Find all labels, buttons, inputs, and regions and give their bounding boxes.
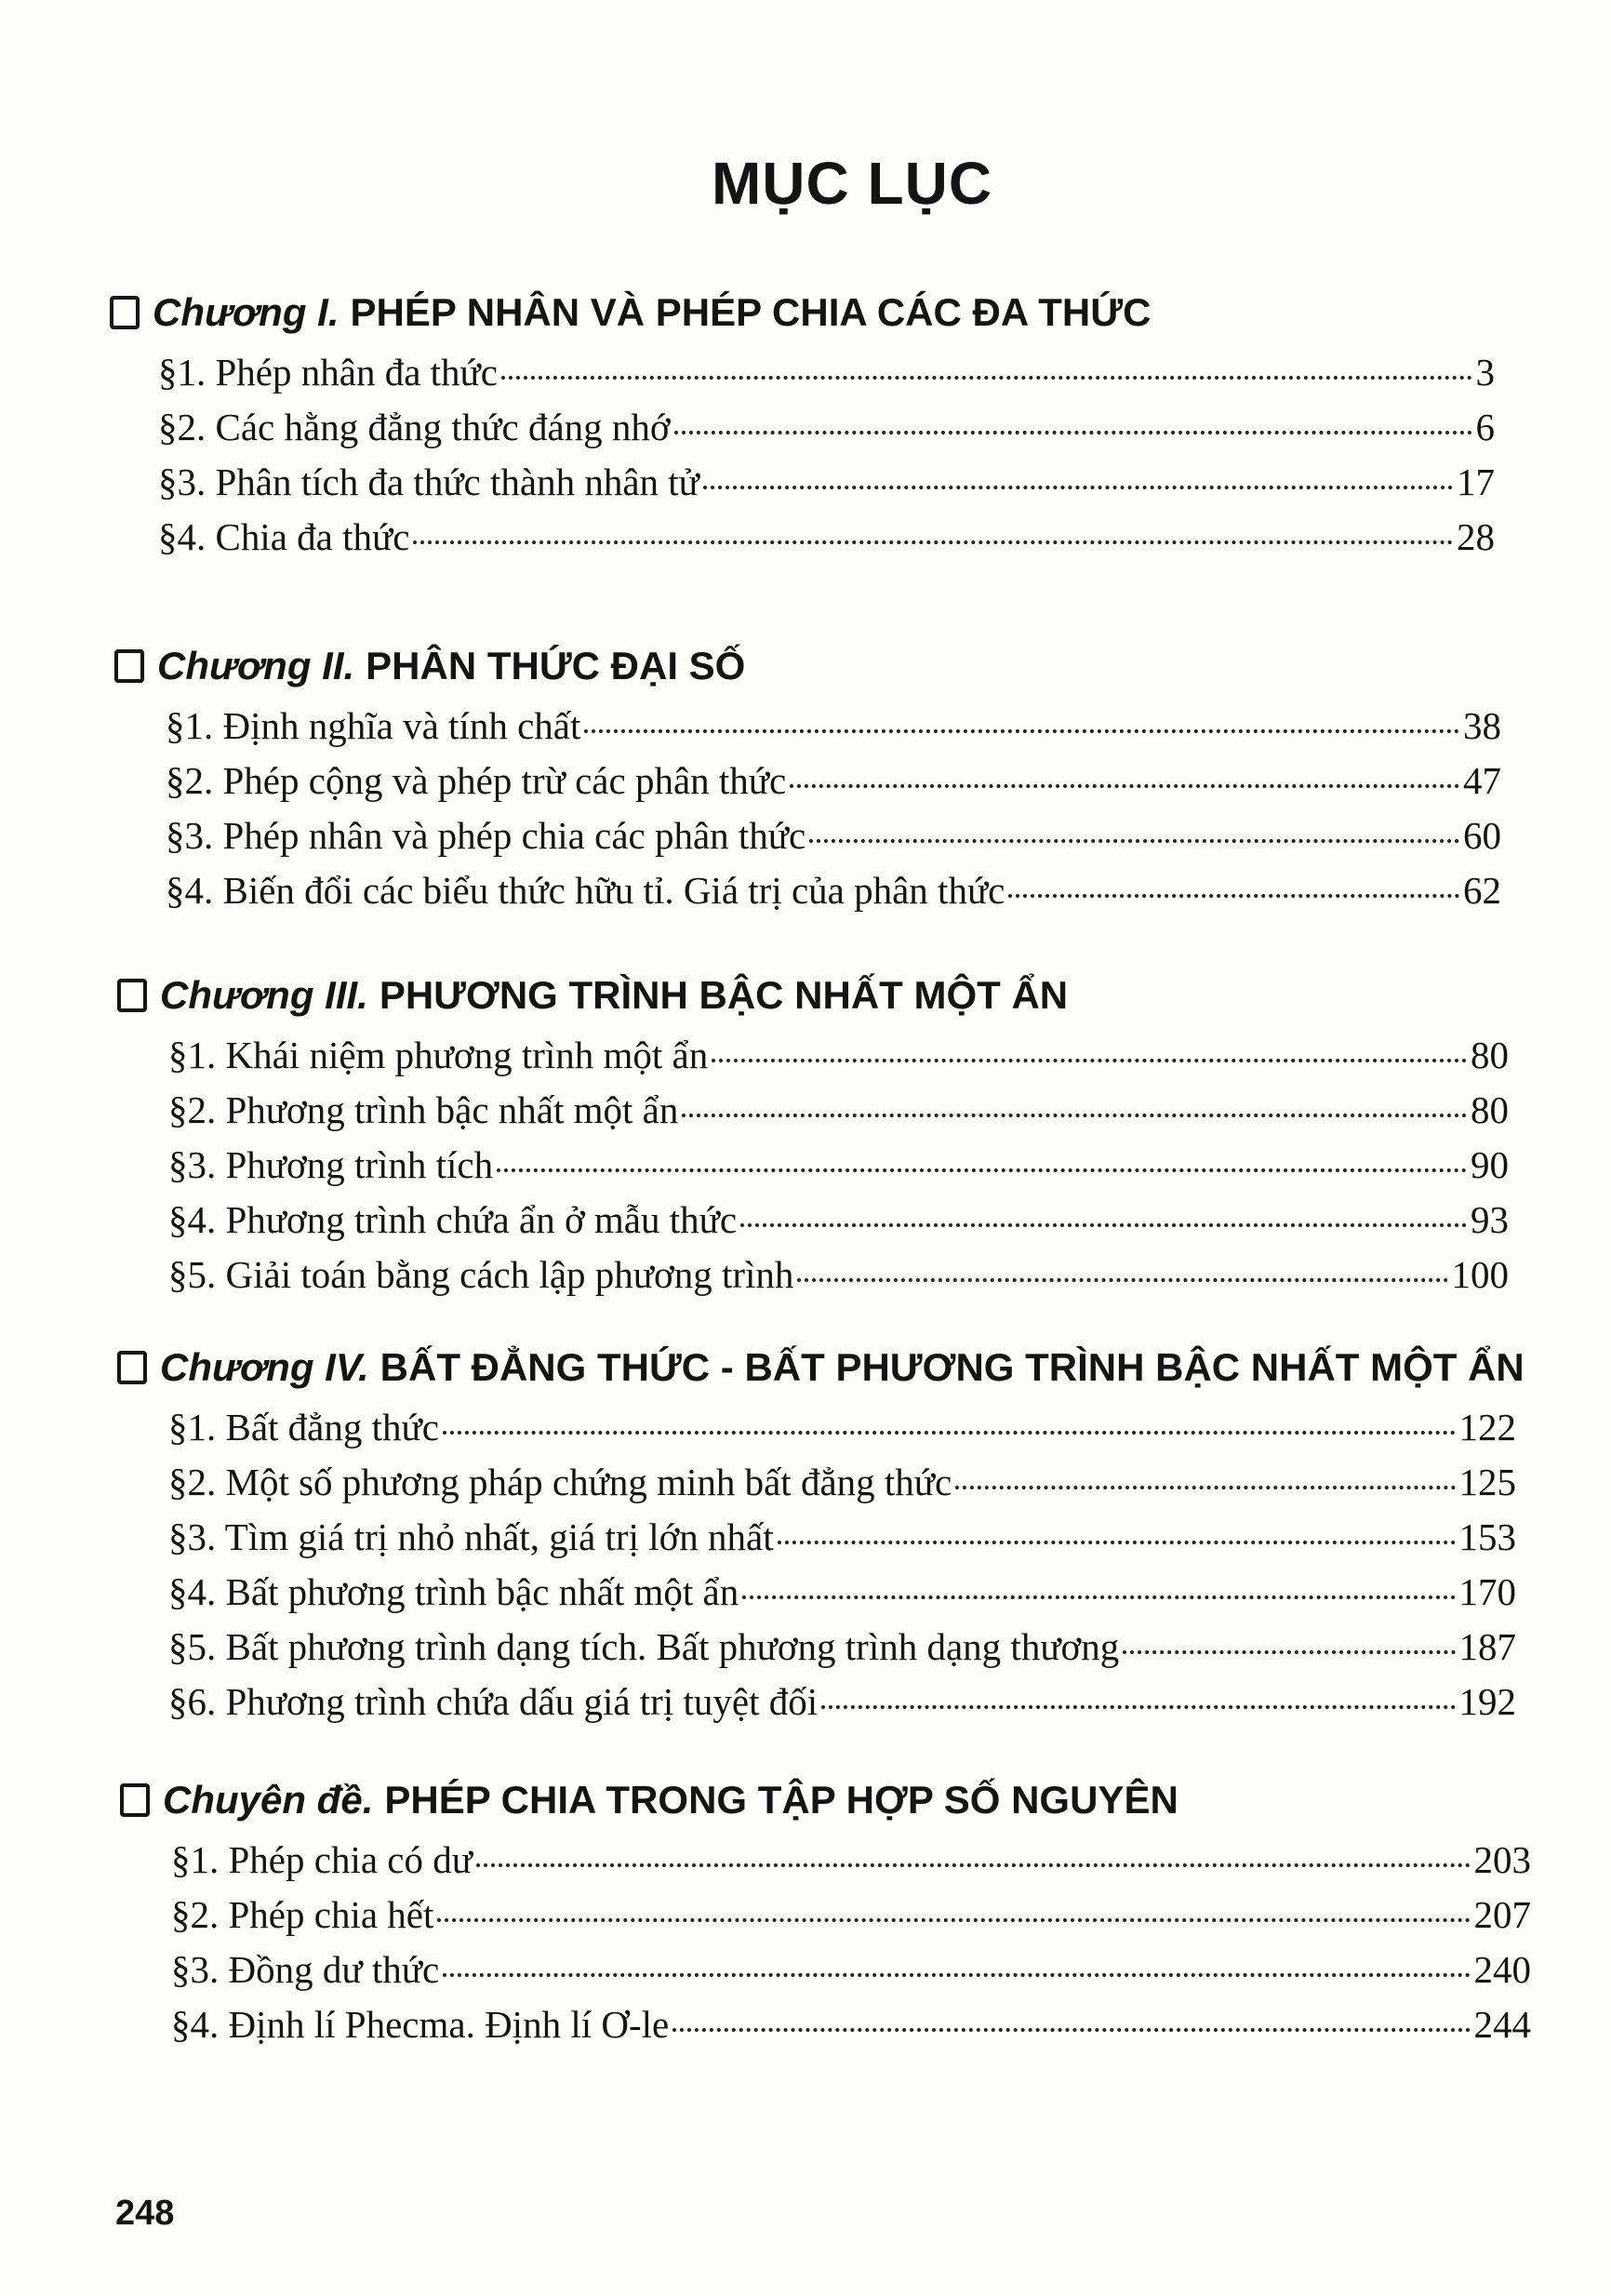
chapter-prefix: Chương I. bbox=[153, 290, 340, 334]
dot-leader bbox=[809, 839, 1459, 843]
dot-leader bbox=[672, 2028, 1470, 2032]
entry-page: 90 bbox=[1471, 1143, 1509, 1186]
entry-page: 80 bbox=[1471, 1034, 1509, 1076]
entry-label: §4. Phương trình chứa ẩn ở mẫu thức bbox=[168, 1198, 738, 1241]
dot-leader bbox=[703, 486, 1453, 489]
toc-entry[interactable] bbox=[171, 1892, 1531, 1947]
chapter-heading bbox=[117, 968, 1509, 1023]
dot-leader bbox=[790, 784, 1459, 788]
toc-entry[interactable] bbox=[171, 1837, 1531, 1892]
chapter-heading bbox=[120, 1772, 1531, 1828]
entry-label: §4. Chia đa thức bbox=[158, 515, 410, 558]
entry-page: 100 bbox=[1451, 1253, 1509, 1296]
toc-entry[interactable] bbox=[171, 2002, 1531, 2057]
entry-page: 240 bbox=[1473, 1948, 1531, 1991]
entry-label: §4. Biến đổi các biểu thức hữu tỉ. Giá trị của phân thức bbox=[166, 869, 1005, 912]
toc-entry[interactable] bbox=[168, 1088, 1509, 1142]
checkbox-square-icon bbox=[120, 1783, 150, 1817]
dot-leader bbox=[443, 1973, 1470, 1977]
chapter-section bbox=[117, 1340, 1524, 1734]
entry-label: §1. Khái niệm phương trình một ẩn bbox=[168, 1034, 709, 1076]
entry-label: §2. Phương trình bậc nhất một ẩn bbox=[168, 1088, 679, 1131]
dot-leader bbox=[584, 729, 1459, 733]
chapter-prefix: Chương IV. bbox=[160, 1345, 369, 1389]
checkbox-square-icon bbox=[117, 1351, 147, 1384]
dot-leader bbox=[1008, 894, 1459, 898]
entry-page: 192 bbox=[1458, 1680, 1516, 1723]
dot-leader bbox=[501, 376, 1472, 380]
entry-page: 207 bbox=[1473, 1893, 1531, 1936]
entry-label: §5. Giải toán bằng cách lập phương trình bbox=[168, 1253, 794, 1296]
entry-page: 244 bbox=[1473, 2003, 1531, 2046]
entry-page: 153 bbox=[1458, 1515, 1516, 1558]
chapter-section bbox=[120, 1772, 1531, 2057]
toc-entry[interactable] bbox=[168, 1679, 1516, 1734]
chapter-section bbox=[117, 968, 1509, 1307]
dot-leader bbox=[740, 1223, 1467, 1227]
chapter-title: PHÂN THỨC ĐẠI SỐ bbox=[366, 644, 746, 687]
entry-label: §3. Phép nhân và phép chia các phân thức bbox=[166, 814, 806, 857]
dot-leader bbox=[821, 1705, 1455, 1709]
entry-page: 6 bbox=[1475, 406, 1495, 448]
entry-label: §2. Các hằng đẳng thức đáng nhớ bbox=[158, 406, 671, 448]
toc-entry[interactable] bbox=[166, 868, 1501, 923]
entry-label: §1. Phép nhân đa thức bbox=[158, 351, 498, 394]
entry-page: 28 bbox=[1457, 515, 1495, 558]
chapter-heading bbox=[117, 1340, 1524, 1395]
entry-page: 60 bbox=[1463, 814, 1501, 857]
toc-entry[interactable] bbox=[158, 405, 1495, 460]
chapter-prefix: Chương II. bbox=[157, 644, 355, 687]
toc-entry[interactable] bbox=[168, 1460, 1516, 1515]
checkbox-square-icon bbox=[110, 296, 140, 329]
entry-label: §5. Bất phương trình dạng tích. Bất phương trình dạng thương bbox=[168, 1625, 1120, 1668]
checkbox-square-icon bbox=[114, 649, 144, 683]
entry-label: §1. Định nghĩa và tính chất bbox=[166, 704, 581, 747]
toc-entry[interactable] bbox=[166, 758, 1501, 813]
entry-page: 122 bbox=[1458, 1406, 1516, 1448]
toc-entry[interactable] bbox=[158, 460, 1495, 514]
entry-page: 93 bbox=[1471, 1198, 1509, 1241]
toc-entry[interactable] bbox=[166, 813, 1501, 868]
entry-page: 125 bbox=[1458, 1461, 1516, 1503]
toc-entry[interactable] bbox=[168, 1515, 1516, 1569]
toc-entry[interactable] bbox=[168, 1033, 1509, 1088]
dot-leader bbox=[497, 1168, 1467, 1172]
toc-entry[interactable] bbox=[168, 1197, 1509, 1252]
chapter-prefix: Chuyên đề. bbox=[163, 1778, 374, 1822]
entry-page: 38 bbox=[1463, 704, 1501, 747]
entry-label: §3. Phân tích đa thức thành nhân tử bbox=[158, 461, 699, 503]
toc-entry[interactable] bbox=[158, 350, 1495, 405]
entry-label: §2. Phép chia hết bbox=[171, 1893, 434, 1936]
chapter-prefix: Chương III. bbox=[160, 973, 368, 1017]
toc-entry[interactable] bbox=[158, 514, 1495, 569]
entry-label: §4. Bất phương trình bậc nhất một ẩn bbox=[168, 1570, 739, 1613]
dot-leader bbox=[682, 1114, 1467, 1117]
toc-entry[interactable] bbox=[168, 1569, 1516, 1624]
toc-entry[interactable] bbox=[168, 1405, 1516, 1460]
chapter-title: PHÉP CHIA TRONG TẬP HỢP SỐ NGUYÊN bbox=[384, 1778, 1178, 1822]
entry-label: §2. Phép cộng và phép trừ các phân thức bbox=[166, 759, 787, 802]
toc-entry[interactable] bbox=[168, 1252, 1509, 1307]
entry-page: 170 bbox=[1458, 1570, 1516, 1613]
entry-page: 203 bbox=[1473, 1838, 1531, 1881]
chapter-heading bbox=[110, 285, 1495, 340]
page-number: 248 bbox=[115, 2194, 175, 2233]
entry-page: 62 bbox=[1463, 869, 1501, 912]
dot-leader bbox=[712, 1059, 1467, 1062]
chapter-section bbox=[114, 638, 1501, 923]
dot-leader bbox=[742, 1595, 1455, 1599]
dot-leader bbox=[443, 1431, 1456, 1435]
chapter-heading bbox=[114, 638, 1501, 694]
chapter-title: BẤT ĐẲNG THỨC - BẤT PHƯƠNG TRÌNH BẬC NHẤT MỘT ẨN bbox=[379, 1345, 1524, 1389]
dot-leader bbox=[1123, 1650, 1455, 1654]
dot-leader bbox=[778, 1541, 1456, 1544]
dot-leader bbox=[674, 431, 1472, 434]
entry-page: 80 bbox=[1471, 1088, 1509, 1131]
entry-label: §1. Phép chia có dư bbox=[171, 1838, 473, 1881]
dot-leader bbox=[955, 1486, 1455, 1489]
entry-label: §3. Phương trình tích bbox=[168, 1143, 494, 1186]
dot-leader bbox=[437, 1918, 1470, 1922]
dot-leader bbox=[413, 541, 1453, 544]
entry-label: §6. Phương trình chứa dấu giá trị tuyệt đối bbox=[168, 1680, 819, 1723]
toc-entry[interactable] bbox=[171, 1947, 1531, 2002]
entry-label: §4. Định lí Phecma. Định lí Ơ-le bbox=[171, 2003, 670, 2046]
entry-page: 3 bbox=[1475, 351, 1495, 394]
entry-label: §1. Bất đẳng thức bbox=[168, 1406, 439, 1448]
toc-entry[interactable] bbox=[166, 703, 1501, 758]
entry-label: §3. Tìm giá trị nhỏ nhất, giá trị lớn nhất bbox=[168, 1515, 774, 1558]
entry-page: 187 bbox=[1458, 1625, 1516, 1668]
dot-leader bbox=[797, 1278, 1447, 1282]
chapter-title: PHƯƠNG TRÌNH BẬC NHẤT MỘT ẨN bbox=[379, 973, 1069, 1017]
entry-label: §2. Một số phương pháp chứng minh bất đẳng thức bbox=[168, 1461, 952, 1503]
chapter-section bbox=[110, 285, 1495, 569]
checkbox-square-icon bbox=[117, 979, 147, 1012]
toc-entry[interactable] bbox=[168, 1624, 1516, 1679]
dot-leader bbox=[476, 1863, 1471, 1867]
toc-entry[interactable] bbox=[168, 1142, 1509, 1197]
entry-label: §3. Đồng dư thức bbox=[171, 1948, 440, 1991]
chapter-title: PHÉP NHÂN VÀ PHÉP CHIA CÁC ĐA THỨC bbox=[350, 290, 1152, 334]
page-title: MỤC LỤC bbox=[711, 150, 993, 217]
entry-page: 17 bbox=[1457, 461, 1495, 503]
entry-page: 47 bbox=[1463, 759, 1501, 802]
